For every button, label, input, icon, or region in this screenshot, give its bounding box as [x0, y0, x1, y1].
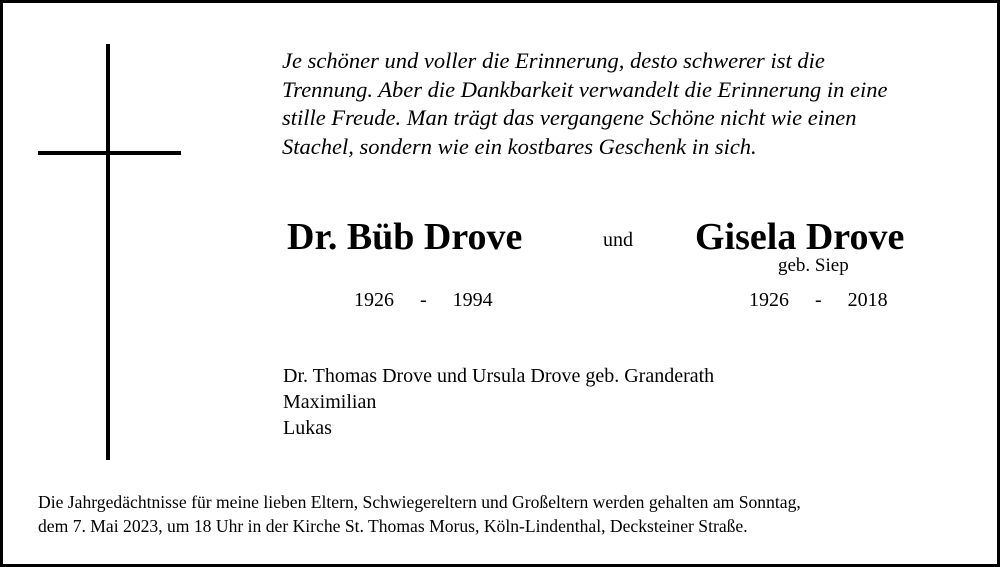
- memorial-service-notice: [38, 490, 801, 538]
- deceased-name-first: Dr. Büb Drove: [287, 216, 523, 258]
- maiden-name: geb. Siep: [778, 255, 849, 276]
- life-dates-first: [354, 288, 493, 312]
- quote-line: Stachel, sondern wie ein kostbares Geschenk in sich.: [282, 133, 757, 159]
- cross-icon: [106, 44, 110, 460]
- mourner-line: Maximilian: [283, 391, 377, 413]
- birth-year: 1926: [354, 289, 394, 311]
- quote-line: Je schöner und voller die Erinnerung, desto schwerer ist die: [282, 48, 825, 73]
- memorial-quote: [282, 47, 982, 161]
- conjunction: und: [603, 229, 633, 251]
- birth-year: 1926: [749, 289, 789, 311]
- cross-icon-crossbar: [38, 151, 181, 155]
- death-year: 2018: [847, 289, 888, 311]
- date-separator: -: [815, 289, 822, 311]
- deceased-name-second: Gisela Drove: [695, 216, 905, 258]
- quote-line: Trennung. Aber die Dankbarkeit verwandelt die Erinnerung in eine: [282, 76, 888, 102]
- mourner-line: Dr. Thomas Drove und Ursula Drove geb. Granderath: [283, 365, 715, 387]
- life-dates-second: [749, 288, 888, 312]
- mourners-list: [283, 363, 714, 441]
- mourner-line: Lukas: [283, 417, 332, 439]
- death-year: 1994: [452, 289, 493, 311]
- quote-line: stille Freude. Man trägt das vergangene Schöne nicht wie einen: [282, 105, 857, 130]
- footer-line: Die Jahrgedächtnisse für meine lieben Eltern, Schwiegereltern und Großeltern werden gehalten am Sonntag,: [38, 492, 801, 512]
- footer-line: dem 7. Mai 2023, um 18 Uhr in der Kirche St. Thomas Morus, Köln-Lindenthal, Decksteiner Straße.: [38, 516, 748, 536]
- date-separator: -: [420, 289, 427, 311]
